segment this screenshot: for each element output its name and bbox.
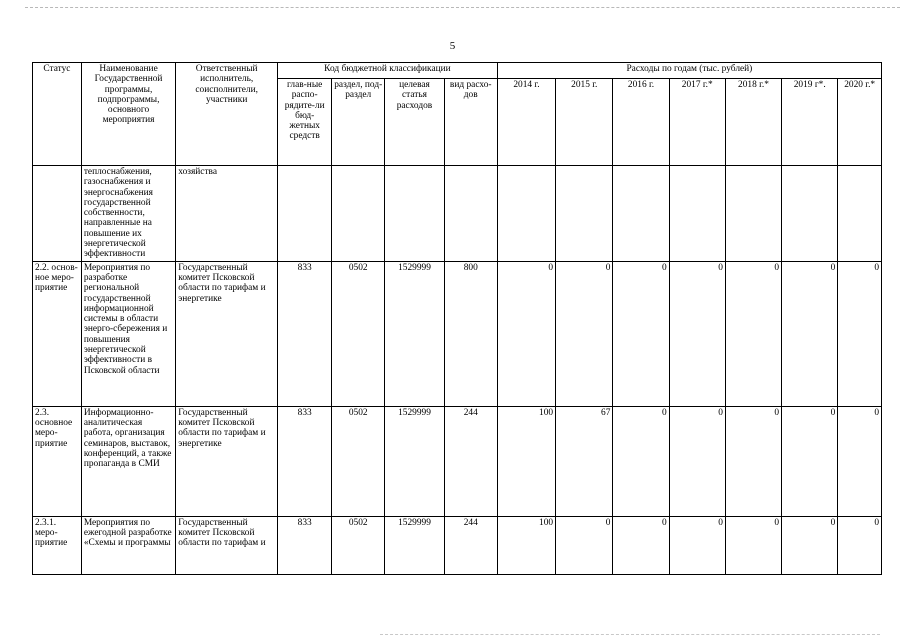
cell-value: 0 bbox=[725, 406, 781, 516]
cell-section: 0502 bbox=[332, 406, 385, 516]
cell-value: 0 bbox=[613, 261, 669, 406]
cell-grbs: 833 bbox=[278, 516, 332, 574]
cell-grbs: 833 bbox=[278, 261, 332, 406]
header-name: Наименование Государственной программы, подпрограммы, основного мероприятия bbox=[81, 63, 175, 166]
header-year: 2017 г.* bbox=[669, 79, 725, 166]
cell-grbs bbox=[278, 166, 332, 262]
cell-status: 2.3. основное меро-приятие bbox=[33, 406, 82, 516]
header-expenses: Расходы по годам (тыс. рублей) bbox=[497, 63, 881, 79]
cell-value: 0 bbox=[782, 406, 838, 516]
cell-value bbox=[613, 166, 669, 262]
header-status: Статус bbox=[33, 63, 82, 166]
cell-expense-type: 244 bbox=[444, 516, 497, 574]
cell-responsible: Государственный комитет Псковской области по тарифам и энергетике bbox=[176, 406, 278, 516]
cell-responsible: Государственный комитет Псковской области по тарифам и bbox=[176, 516, 278, 574]
cell-value: 100 bbox=[497, 516, 555, 574]
cell-value bbox=[782, 166, 838, 262]
header-expense-type: вид расхо-дов bbox=[444, 79, 497, 166]
cell-article bbox=[385, 166, 444, 262]
cell-value: 0 bbox=[838, 406, 882, 516]
cell-name: Мероприятия по разработке региональной государственной информационной системы в области энерго-сбережения и повышения энергетической эффективности в Псковской области bbox=[81, 261, 175, 406]
cell-status bbox=[33, 166, 82, 262]
cell-section: 0502 bbox=[332, 516, 385, 574]
cell-value: 0 bbox=[556, 261, 613, 406]
cell-value: 0 bbox=[669, 261, 725, 406]
cell-value: 0 bbox=[669, 406, 725, 516]
header-section: раздел, под-раздел bbox=[332, 79, 385, 166]
header-year: 2019 г*. bbox=[782, 79, 838, 166]
cell-value: 0 bbox=[497, 261, 555, 406]
cell-section: 0502 bbox=[332, 261, 385, 406]
header-budget-code: Код бюджетной классификации bbox=[278, 63, 498, 79]
header-year: 2015 г. bbox=[556, 79, 613, 166]
cell-value: 0 bbox=[838, 516, 882, 574]
cell-value: 0 bbox=[725, 516, 781, 574]
cell-value: 0 bbox=[838, 261, 882, 406]
table-row bbox=[33, 261, 882, 406]
header-grbs: глав-ные распо-рядите-ли бюд-жетных средств bbox=[278, 79, 332, 166]
cell-value bbox=[497, 166, 555, 262]
cell-value: 0 bbox=[613, 516, 669, 574]
page-number: 5 bbox=[449, 40, 456, 52]
cell-expense-type bbox=[444, 166, 497, 262]
cell-section bbox=[332, 166, 385, 262]
header-year: 2014 г. bbox=[497, 79, 555, 166]
header-article: целевая статья расходов bbox=[385, 79, 444, 166]
table-row bbox=[33, 166, 882, 262]
header-responsible: Ответственный исполнитель, соисполнители, участники bbox=[176, 63, 278, 166]
cell-value: 100 bbox=[497, 406, 555, 516]
cell-name: Информационно-аналитическая работа, организация семинаров, выставок, конференций, а также пропаганда в СМИ bbox=[81, 406, 175, 516]
header-year: 2018 г.* bbox=[725, 79, 781, 166]
cell-expense-type: 800 bbox=[444, 261, 497, 406]
header-year: 2016 г. bbox=[613, 79, 669, 166]
cell-article: 1529999 bbox=[385, 406, 444, 516]
cell-value: 0 bbox=[556, 516, 613, 574]
bottom-scan-edge bbox=[380, 634, 880, 635]
cell-value bbox=[669, 166, 725, 262]
cell-status: 2.3.1. меро-приятие bbox=[33, 516, 82, 574]
cell-name: теплоснабжения, газоснабжения и энергоснабжения государственной собственности, направленные на повышение их энергетической эффективности bbox=[81, 166, 175, 262]
cell-expense-type: 244 bbox=[444, 406, 497, 516]
cell-value bbox=[838, 166, 882, 262]
budget-table bbox=[32, 62, 882, 575]
cell-responsible: Государственный комитет Псковской области по тарифам и энергетике bbox=[176, 261, 278, 406]
cell-value: 0 bbox=[613, 406, 669, 516]
cell-value: 0 bbox=[669, 516, 725, 574]
cell-article: 1529999 bbox=[385, 516, 444, 574]
top-scan-edge bbox=[25, 7, 900, 8]
cell-value: 0 bbox=[725, 261, 781, 406]
table-row bbox=[33, 516, 882, 574]
cell-value bbox=[725, 166, 781, 262]
cell-value: 0 bbox=[782, 261, 838, 406]
header-year: 2020 г.* bbox=[838, 79, 882, 166]
cell-status: 2.2. основ-ное меро-приятие bbox=[33, 261, 82, 406]
cell-value: 0 bbox=[782, 516, 838, 574]
cell-grbs: 833 bbox=[278, 406, 332, 516]
cell-value bbox=[556, 166, 613, 262]
cell-article: 1529999 bbox=[385, 261, 444, 406]
cell-name: Мероприятия по ежегодной разработке «Схемы и программы bbox=[81, 516, 175, 574]
table-row bbox=[33, 406, 882, 516]
cell-value: 67 bbox=[556, 406, 613, 516]
cell-responsible: хозяйства bbox=[176, 166, 278, 262]
